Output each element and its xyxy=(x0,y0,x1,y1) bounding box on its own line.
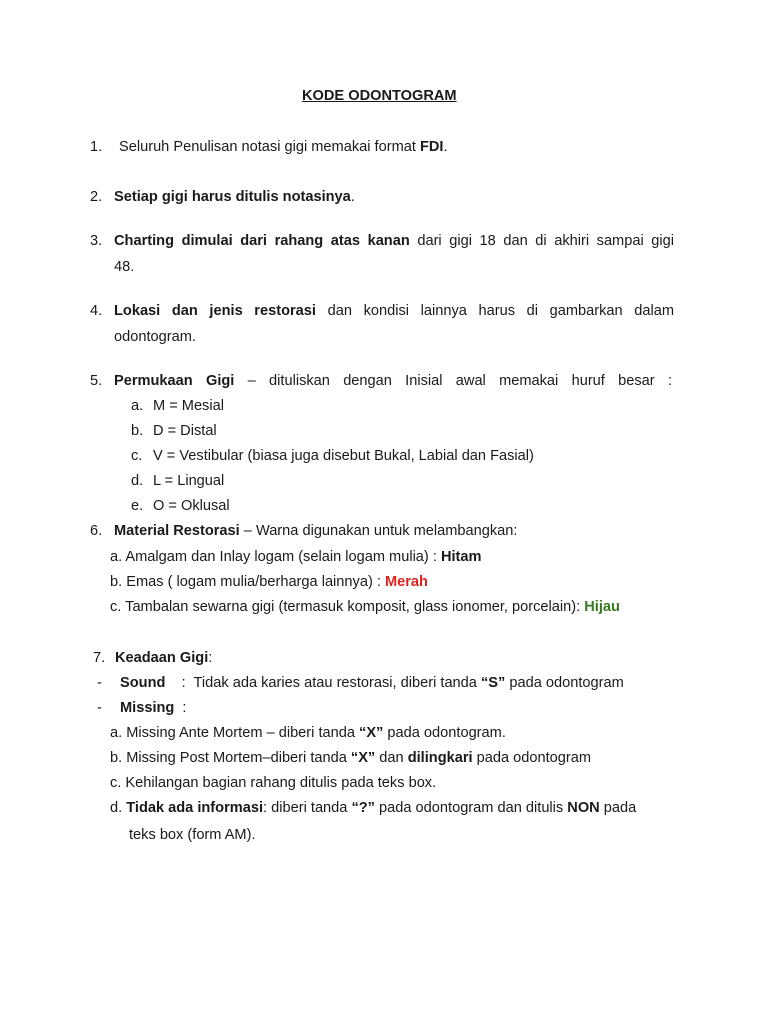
list-number: 3. xyxy=(90,233,103,249)
list-item-7: Keadaan Gigi: xyxy=(115,650,213,666)
list-item-4-continuation: odontogram. xyxy=(114,329,196,345)
list-number: 6. xyxy=(90,523,103,539)
surface-oklusal: O = Oklusal xyxy=(153,498,230,514)
sub-letter: d. xyxy=(131,473,144,489)
material-amalgam: a. Amalgam dan Inlay logam (selain logam mulia) : Hitam xyxy=(110,549,482,565)
missing-jaw-part: c. Kehilangan bagian rahang ditulis pada teks box. xyxy=(110,775,437,791)
missing-post-mortem: b. Missing Post Mortem–diberi tanda “X” dan dilingkari pada odontogram xyxy=(110,750,592,766)
list-item-3-continuation: 48. xyxy=(114,259,135,275)
material-tambalan: c. Tambalan sewarna gigi (termasuk komposit, glass ionomer, porcelain): Hijau xyxy=(110,599,620,615)
dash-bullet: - xyxy=(97,675,102,691)
list-item-5: Permukaan Gigi – dituliskan dengan Inisial awal memakai huruf besar : xyxy=(114,373,672,389)
list-number: 1. xyxy=(90,139,103,155)
condition-missing: Missing : xyxy=(120,700,187,716)
sub-letter: b. xyxy=(131,423,144,439)
list-item-6: Material Restorasi – Warna digunakan untuk melambangkan: xyxy=(114,523,518,539)
list-number: 2. xyxy=(90,189,103,205)
dash-bullet: - xyxy=(97,700,102,716)
list-item-1: Seluruh Penulisan notasi gigi memakai format FDI. xyxy=(119,139,448,155)
sub-letter: c. xyxy=(131,448,143,464)
missing-ante-mortem: a. Missing Ante Mortem – diberi tanda “X” pada odontogram. xyxy=(110,725,506,741)
surface-mesial: M = Mesial xyxy=(153,398,224,414)
surface-lingual: L = Lingual xyxy=(153,473,225,489)
surface-distal: D = Distal xyxy=(153,423,217,439)
list-item-4: Lokasi dan jenis restorasi dan kondisi lainnya harus di gambarkan dalam xyxy=(114,303,674,319)
surface-vestibular: V = Vestibular (biasa juga disebut Bukal, Labial dan Fasial) xyxy=(153,448,534,464)
document-title: KODE ODONTOGRAM xyxy=(302,88,457,104)
material-emas: b. Emas ( logam mulia/berharga lainnya) : Merah xyxy=(110,574,428,590)
list-number: 5. xyxy=(90,373,103,389)
no-information: d. Tidak ada informasi: diberi tanda “?” pada odontogram dan ditulis NON pada xyxy=(110,800,637,816)
list-number: 4. xyxy=(90,303,103,319)
sub-letter: a. xyxy=(131,398,144,414)
no-information-continuation: teks box (form AM). xyxy=(129,827,256,843)
sub-letter: e. xyxy=(131,498,144,514)
list-item-2: Setiap gigi harus ditulis notasinya. xyxy=(114,189,355,205)
list-item-3: Charting dimulai dari rahang atas kanan dari gigi 18 dan di akhiri sampai gigi xyxy=(114,233,674,249)
list-number: 7. xyxy=(93,650,106,666)
condition-sound: Sound : Tidak ada karies atau restorasi, diberi tanda “S” pada odontogram xyxy=(120,675,624,691)
